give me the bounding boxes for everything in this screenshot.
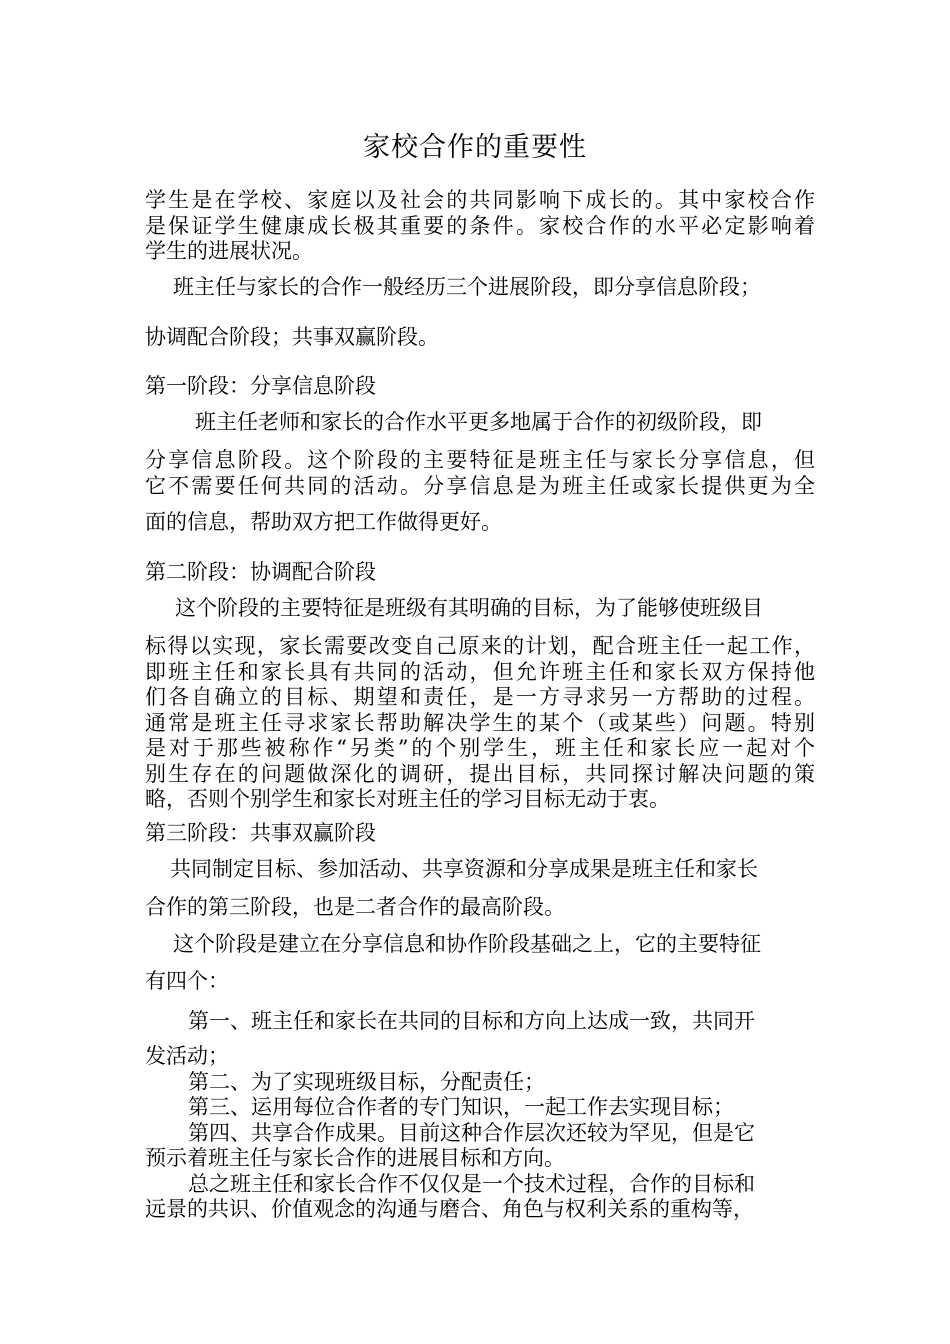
paragraph-line: 远景的共识、价值观念的沟通与磨合、角色与权利关系的重构等，	[145, 1197, 754, 1221]
document-title: 家校合作的重要性	[363, 132, 587, 163]
list-item: 第四、共享合作成果。目前这种合作层次还较为罕见，但是它	[188, 1121, 755, 1145]
paragraph-line: 面的信息，帮助双方把工作做得更好。	[145, 510, 502, 534]
paragraph-line: 有四个：	[145, 969, 229, 993]
paragraph-line: 是对于那些被称作“另类”的个别学生，班主任和家长应一起对个	[145, 736, 815, 760]
paragraph-line: 们各自确立的目标、期望和责任，是一方寻求另一方帮助的过程。	[145, 685, 815, 709]
list-item: 第二、为了实现班级目标，分配责任；	[188, 1070, 545, 1094]
paragraph-line: 是保证学生健康成长极其重要的条件。家校合作的水平必定影响着	[145, 214, 815, 238]
paragraph-line: 班主任与家长的合作一般经历三个进展阶段，即分享信息阶段；	[173, 275, 761, 299]
paragraph-line: 分享信息阶段。这个阶段的主要特征是班主任与家长分享信息，但	[145, 448, 815, 472]
paragraph-line: 这个阶段的主要特征是班级有其明确的目标，为了能够使班级目	[175, 596, 763, 620]
section-heading: 第二阶段：协调配合阶段	[145, 560, 376, 584]
list-item: 发活动；	[145, 1044, 229, 1068]
paragraph-line: 班主任老师和家长的合作水平更多地属于合作的初级阶段，即	[195, 410, 762, 434]
paragraph-line: 即班主任和家长具有共同的活动，但允许班主任和家长双方保持他	[145, 660, 815, 684]
list-item: 第一、班主任和家长在共同的目标和方向上达成一致，共同开	[188, 1009, 755, 1033]
section-heading: 第一阶段：分享信息阶段	[145, 374, 376, 398]
paragraph-line: 学生是在学校、家庭以及社会的共同影响下成长的。其中家校合作	[145, 188, 815, 212]
paragraph-line: 别生存在的问题做深化的调研，提出目标，共同探讨解决问题的策	[145, 762, 815, 786]
section-heading: 第三阶段：共事双赢阶段	[145, 821, 376, 845]
paragraph-line: 这个阶段是建立在分享信息和协作阶段基础之上，它的主要特征	[173, 932, 761, 956]
paragraph-line: 合作的第三阶段，也是二者合作的最高阶段。	[145, 895, 565, 919]
paragraph-line: 略，否则个别学生和家长对班主任的学习目标无动于衷。	[145, 787, 670, 811]
paragraph-line: 协调配合阶段；共事双赢阶段。	[145, 325, 439, 349]
paragraph-line: 总之班主任和家长合作不仅仅是一个技术过程，合作的目标和	[188, 1172, 755, 1196]
paragraph-line: 通常是班主任寻求家长帮助解决学生的某个（或某些）问题。特别	[145, 711, 815, 735]
paragraph-line: 共同制定目标、参加活动、共享资源和分享成果是班主任和家长	[170, 857, 758, 881]
paragraph-line: 标得以实现，家长需要改变自己原来的计划，配合班主任一起工作，	[145, 634, 815, 658]
paragraph-line: 它不需要任何共同的活动。分享信息是为班主任或家长提供更为全	[145, 474, 815, 498]
list-item: 第三、运用每位合作者的专门知识，一起工作去实现目标；	[188, 1095, 734, 1119]
paragraph-line: 学生的进展状况。	[145, 239, 313, 263]
list-item: 预示着班主任与家长合作的进展目标和方向。	[145, 1146, 565, 1170]
